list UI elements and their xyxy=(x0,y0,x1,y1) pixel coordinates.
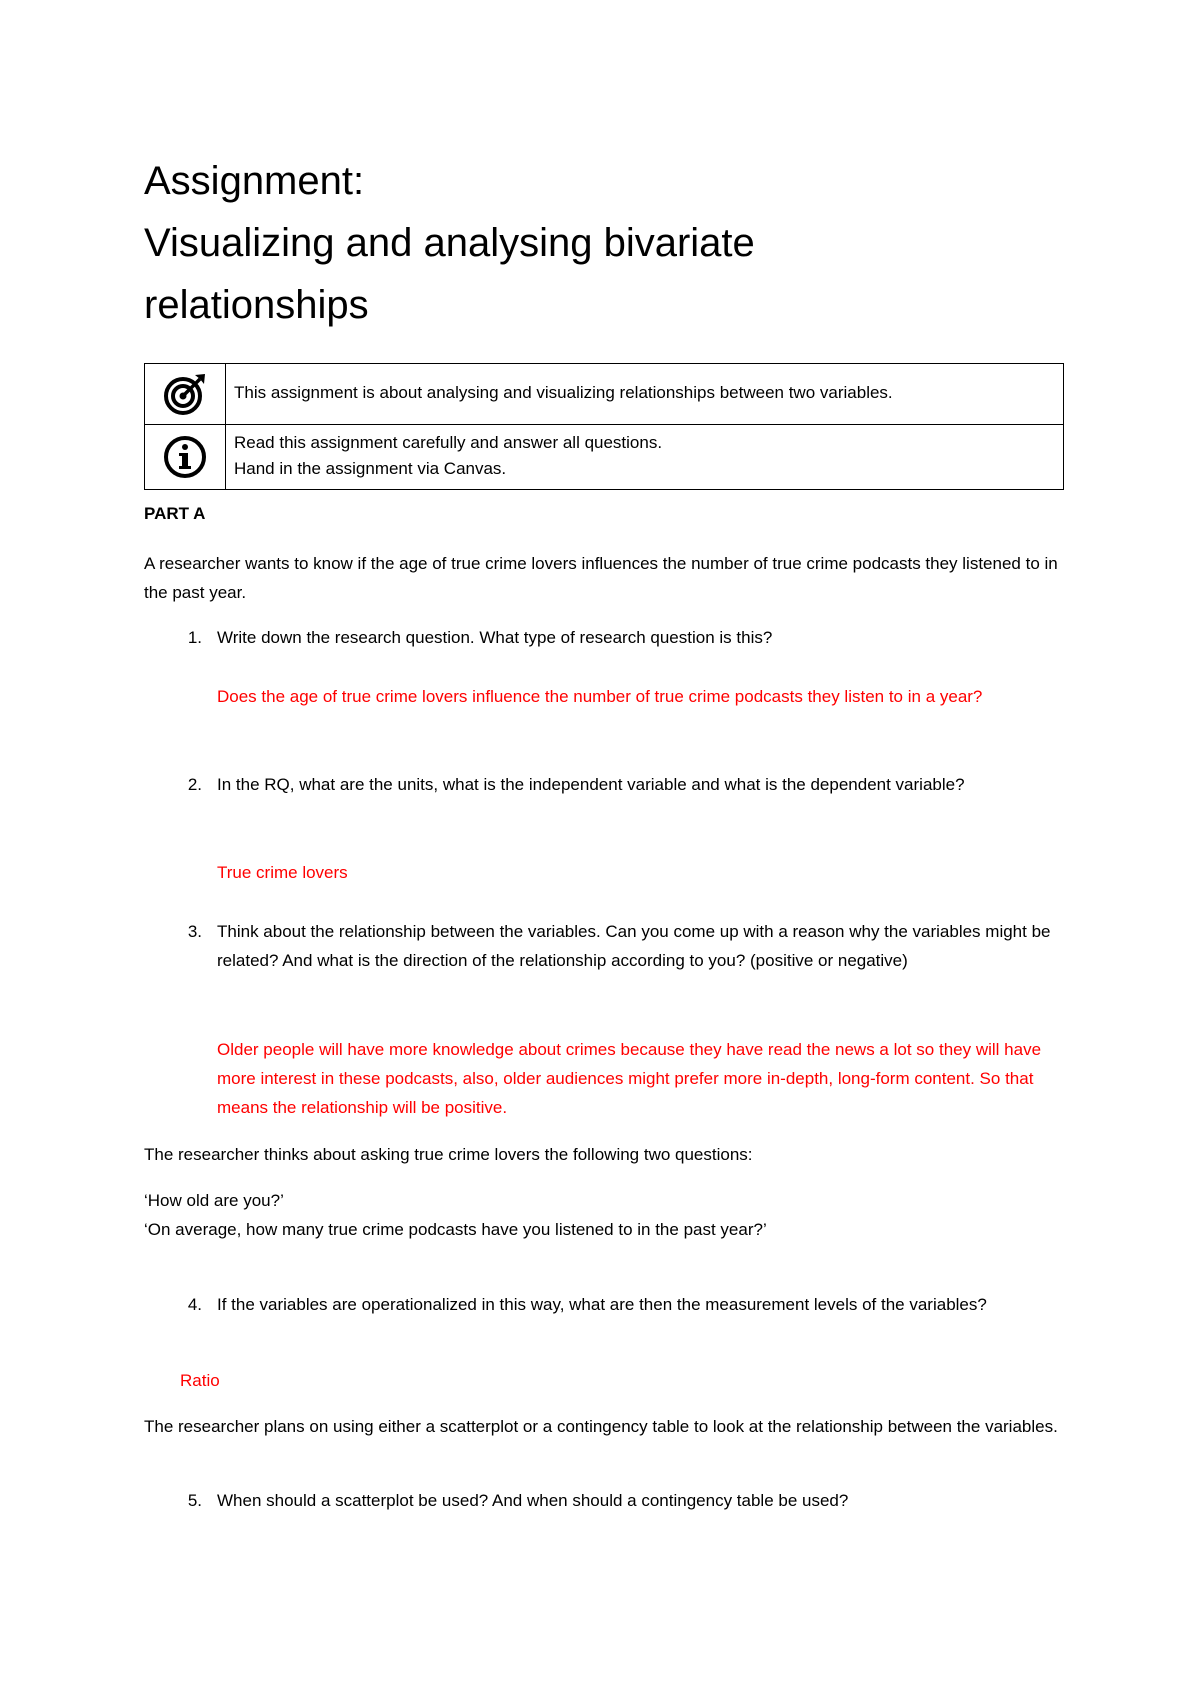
info-row-instructions xyxy=(145,425,1064,490)
question-text: In the RQ, what are the units, what is the independent variable and what is the dependent variable? xyxy=(217,775,965,794)
answer-3: Older people will have more knowledge about crimes because they have read the news a lot so they will have more interest in these podcasts, also, older audiences might prefer more in-depth, long-form content. So that means the relationship will be positive. xyxy=(217,1040,1042,1117)
question-number: 1. xyxy=(187,628,202,647)
question-2 xyxy=(144,770,1064,799)
question-number: 2. xyxy=(187,775,202,794)
info-icon xyxy=(145,425,226,490)
question-number: 5. xyxy=(187,1491,202,1510)
target-icon xyxy=(145,364,226,425)
researcher-plan: The researcher plans on using either a scatterplot or a contingency table to look at the relationship between the variables. xyxy=(144,1417,1058,1436)
question-text: Think about the relationship between the variables. Can you come up with a reason why the variables might be related? And what is the direction of the relationship according to you? (positive or negative) xyxy=(217,922,1051,970)
question-text: When should a scatterplot be used? And when should a contingency table be used? xyxy=(217,1491,849,1510)
question-1 xyxy=(144,623,1064,652)
researcher-questions-intro: The researcher thinks about asking true crime lovers the following two questions: xyxy=(144,1145,753,1164)
instructions-line-2: Hand in the assignment via Canvas. xyxy=(234,459,507,478)
title-line-1: Assignment: xyxy=(144,159,365,203)
question-text: Write down the research question. What type of research question is this? xyxy=(217,628,773,647)
question-3 xyxy=(144,917,1064,975)
title-line-2: Visualizing and analysing bivariate xyxy=(144,221,755,265)
question-5 xyxy=(144,1486,1064,1515)
survey-question-age: ‘How old are you?’ xyxy=(144,1191,284,1210)
info-row-goal xyxy=(145,364,1064,425)
goal-text: This assignment is about analysing and visualizing relationships between two variables. xyxy=(226,364,1064,425)
instructions-line-1: Read this assignment carefully and answer all questions. xyxy=(234,433,663,452)
info-table xyxy=(144,363,1064,490)
part-a-intro: A researcher wants to know if the age of true crime lovers influences the number of true crime podcasts they listened to in the past year. xyxy=(144,554,1058,602)
title-line-3: relationships xyxy=(144,283,369,327)
answer-2: True crime lovers xyxy=(217,863,348,882)
question-text: If the variables are operationalized in this way, what are then the measurement levels of the variables? xyxy=(217,1295,987,1314)
answer-4: Ratio xyxy=(180,1371,220,1390)
part-a-heading: PART A xyxy=(144,504,206,523)
survey-questions xyxy=(144,1186,1064,1244)
question-number: 3. xyxy=(187,922,202,941)
answer-1: Does the age of true crime lovers influence the number of true crime podcasts they listen to in a year? xyxy=(217,687,983,706)
document-title xyxy=(144,150,1064,336)
instructions-text xyxy=(226,425,1064,490)
question-number: 4. xyxy=(187,1295,202,1314)
survey-question-podcasts: ‘On average, how many true crime podcasts have you listened to in the past year?’ xyxy=(144,1220,767,1239)
question-4 xyxy=(144,1290,1064,1319)
